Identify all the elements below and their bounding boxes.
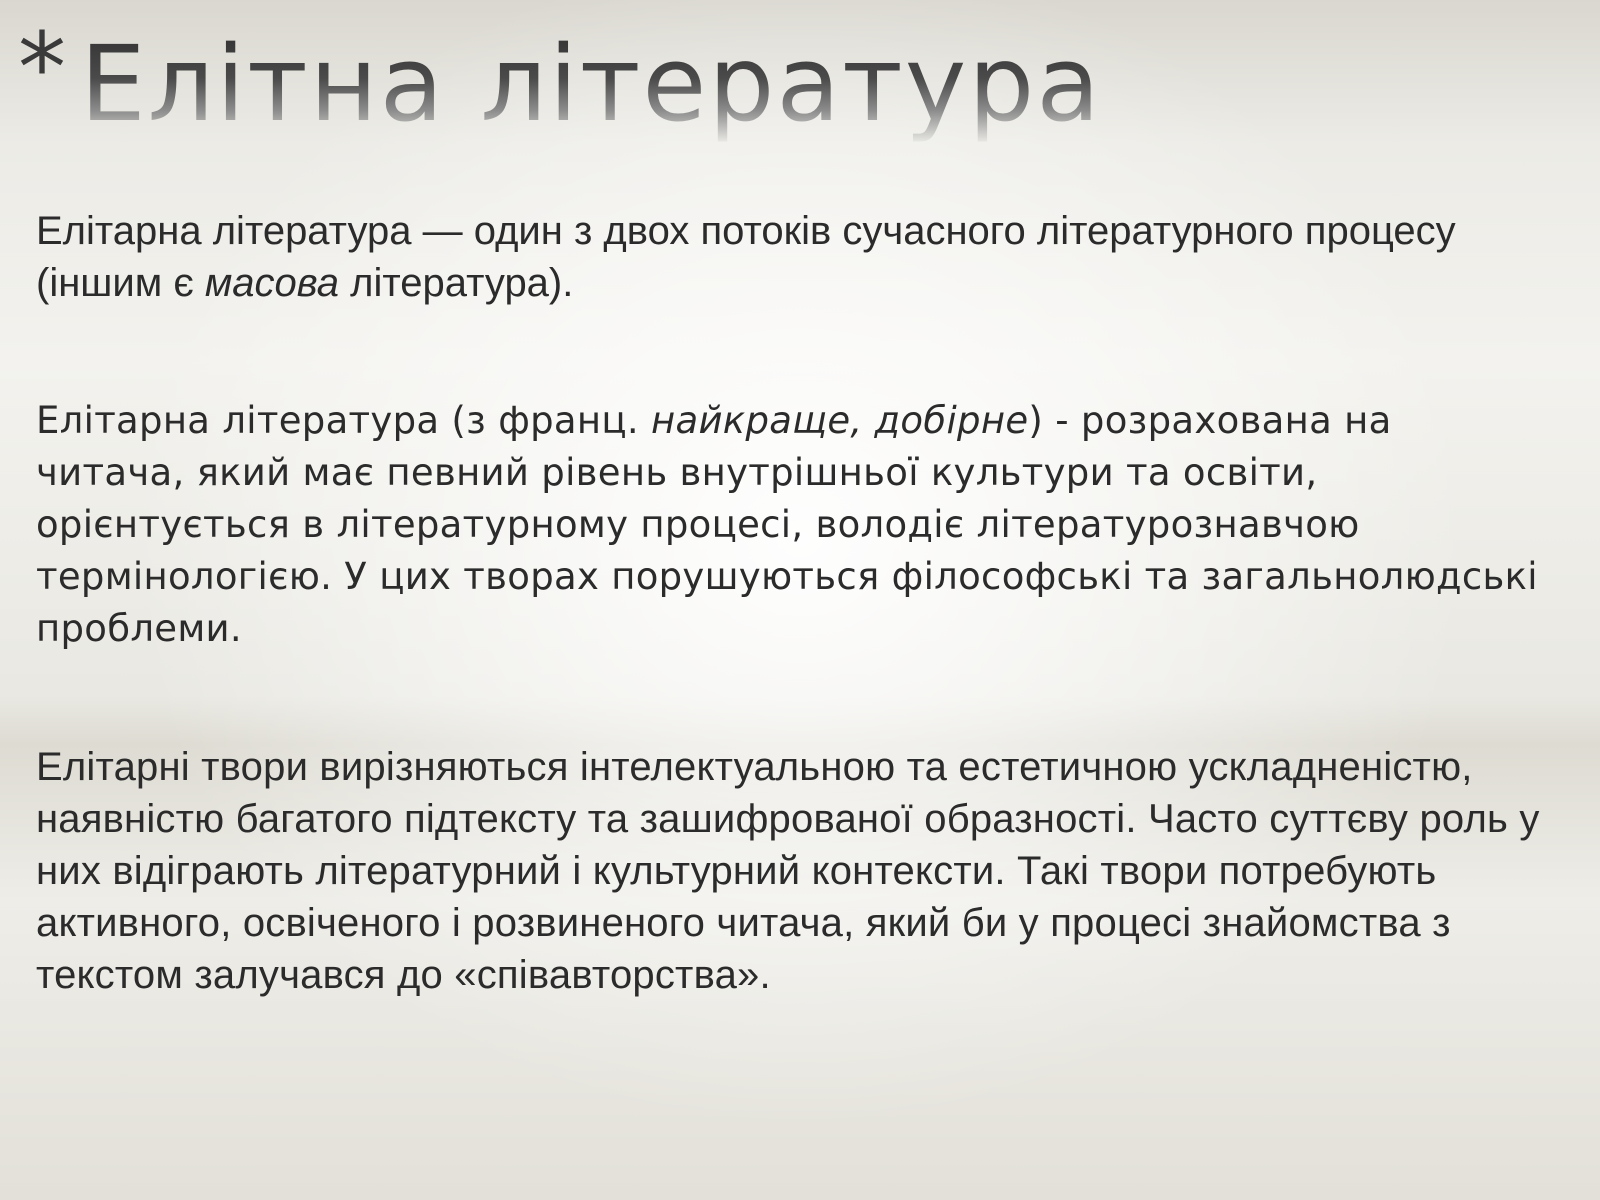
paragraph2-text-start: Елітарна література (з франц. — [36, 399, 651, 442]
paragraph-mass-literature — [36, 205, 1546, 309]
paragraph1-text-start: Елітарна література — один з двох потоків сучасного літературного процесу (іншим є — [36, 209, 1456, 305]
asterisk-icon: * — [18, 12, 66, 124]
title-row — [18, 12, 1102, 178]
paragraph2-text-end: ) - розрахована на читача, який має певний рівень внутрішньої культури та освіти, орієнтується в літературному процесі, володіє літературознавчою термінологією. У цих творах порушуються філософські та загальнолюдські проблеми. — [36, 399, 1538, 650]
slide-content — [36, 205, 1546, 1001]
paragraph-elite-works: Елітарні твори вирізняються інтелектуальною та естетичною ускладненістю, наявністю багатого підтексту та зашифрованої образності. Часто суттєву роль у них відіграють літературний і культурний контексти. Такі твори потребують активного, освіченого і розвиненого читача, який би у процесі знайомства з текстом залучався до «співавторства». — [36, 745, 1540, 997]
paragraph2-italic-term: найкраще, добірне — [650, 399, 1029, 442]
paragraph1-italic-term: масова — [204, 261, 340, 305]
paragraph1-text-end: література). — [339, 261, 574, 305]
slide-title: Елітна література — [80, 23, 1102, 145]
paragraph-definition — [36, 395, 1546, 655]
